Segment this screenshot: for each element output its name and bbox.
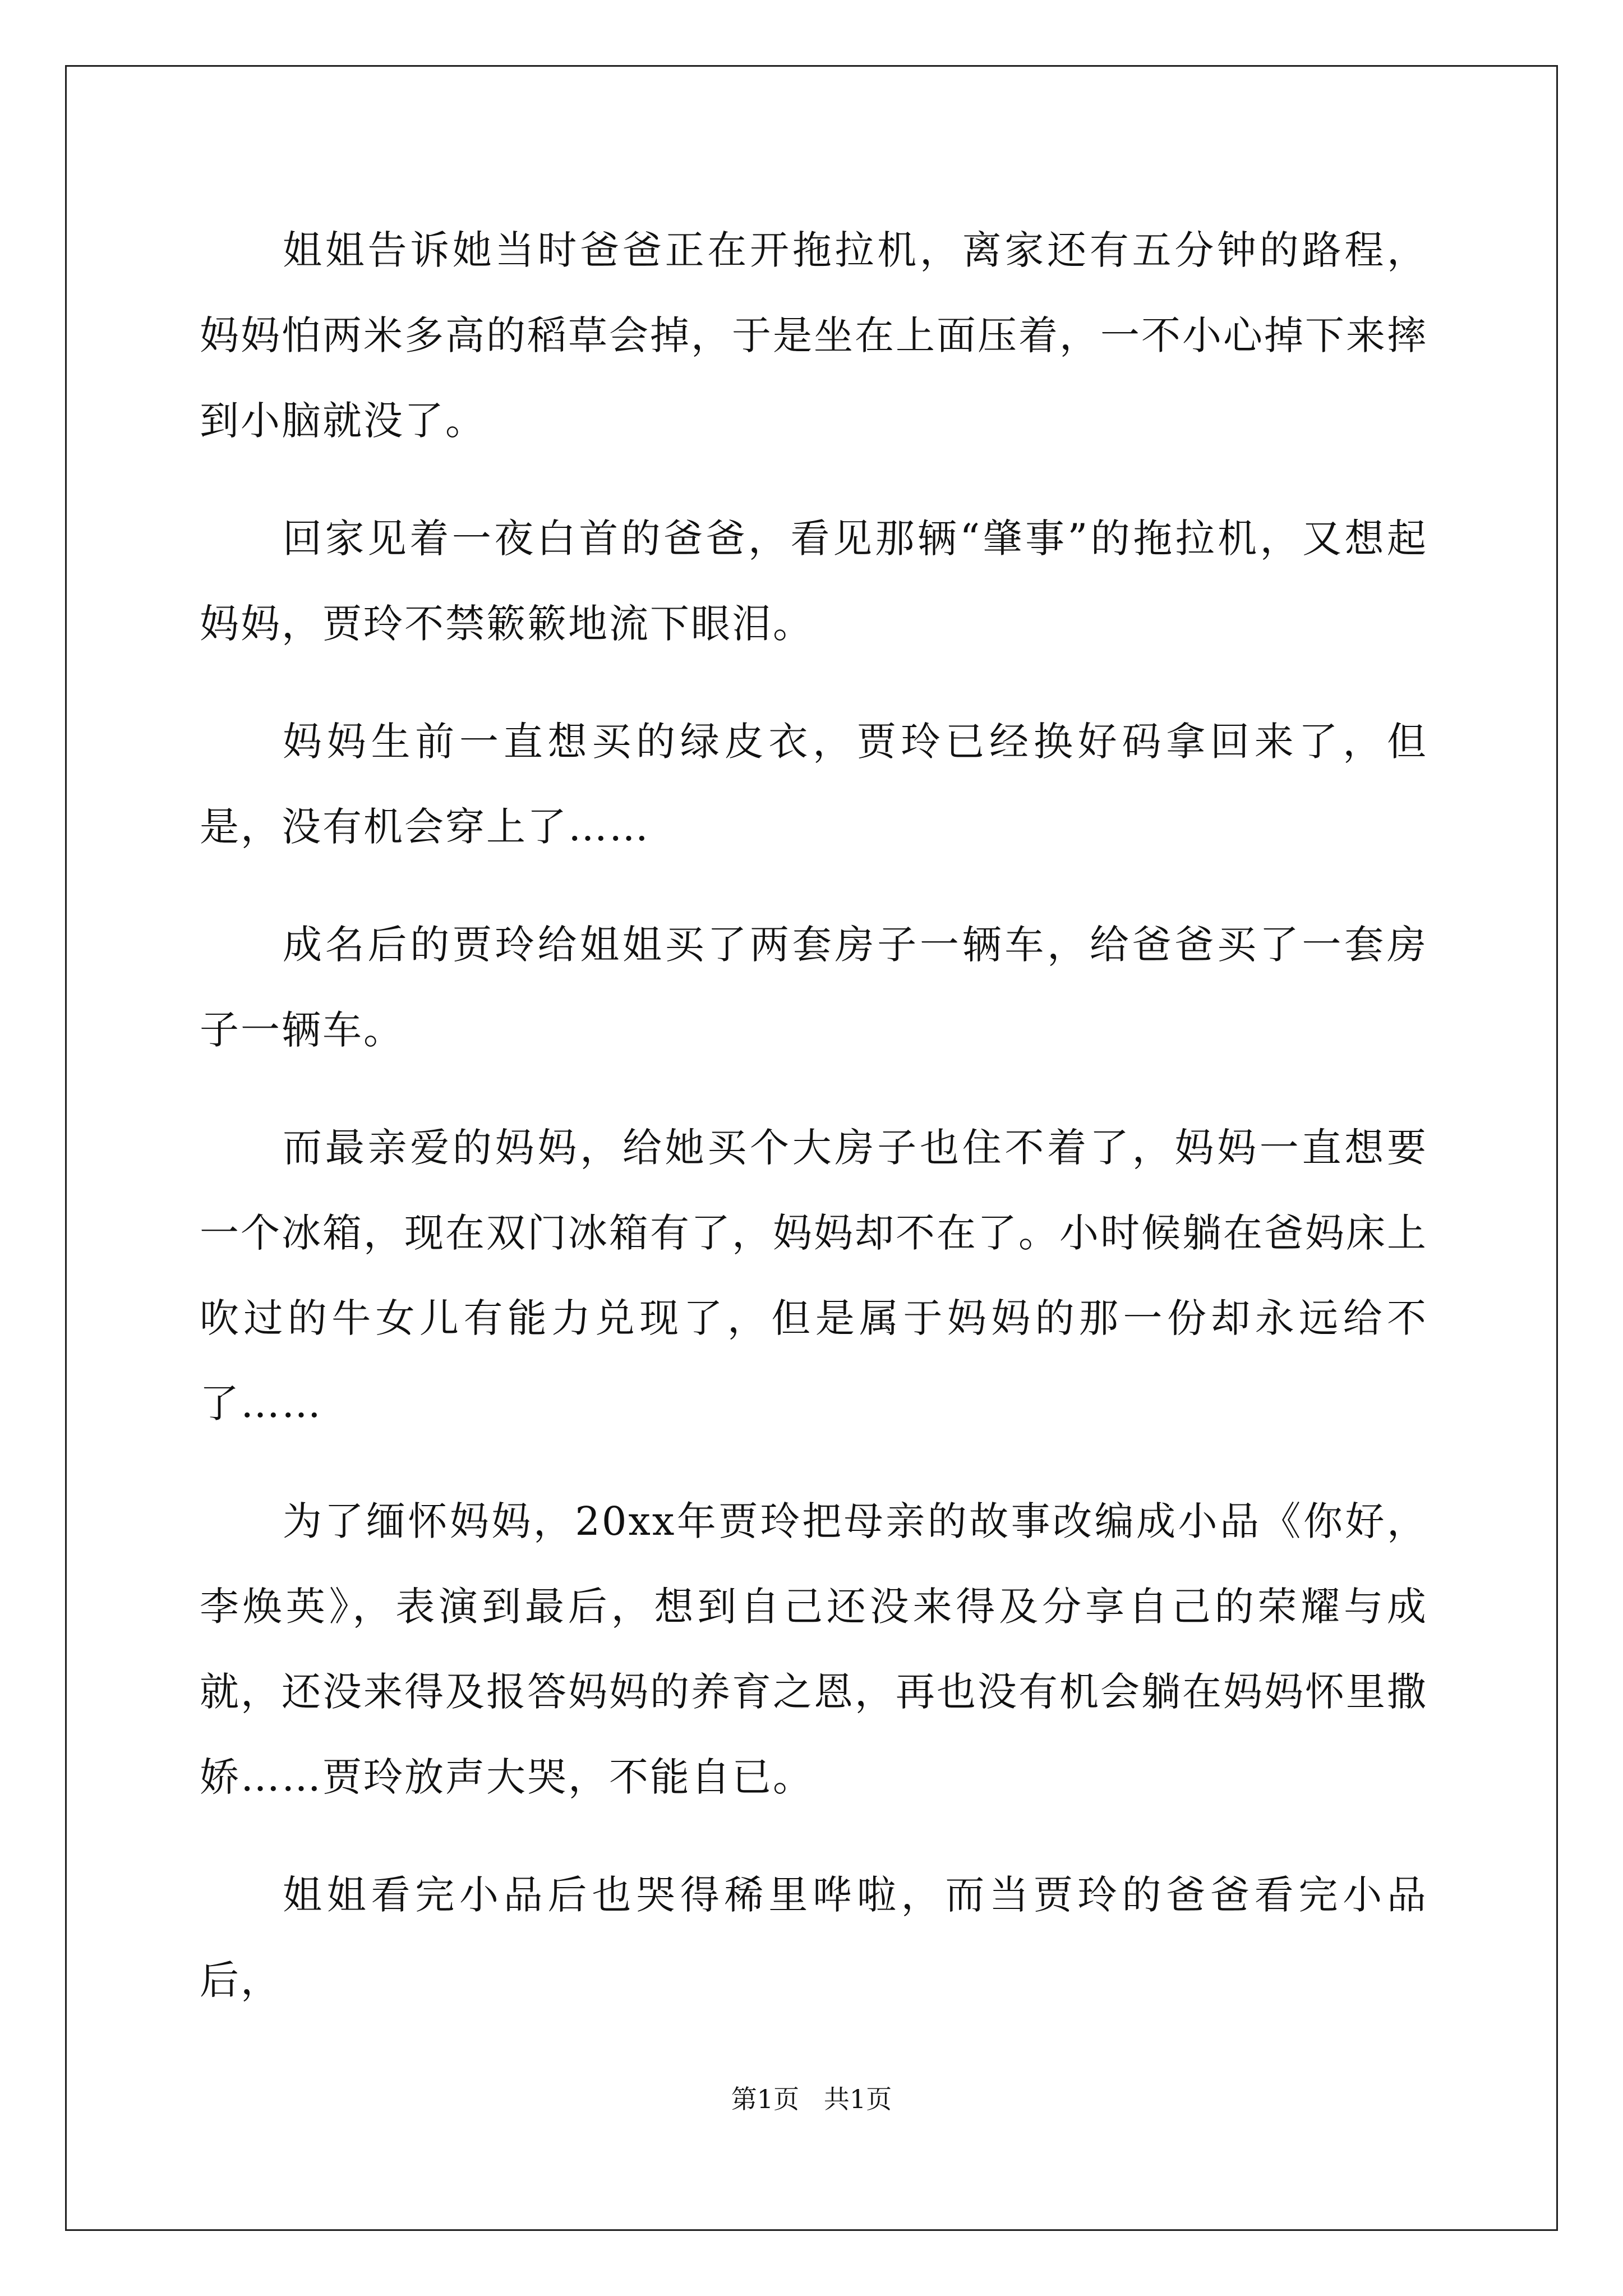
paragraph: 回家见着一夜白首的爸爸，看见那辆“肇事”的拖拉机，又想起妈妈，贾玲不禁簌簌地流下眼泪。 bbox=[200, 516, 1428, 647]
paragraph: 为了缅怀妈妈，20xx年贾玲把母亲的故事改编成小品《你好，李焕英》，表演到最后，想到自己还没来得及分享自己的荣耀与成就，还没来得及报答妈妈的养育之恩，再也没有机会躺在妈妈怀里撒娇……贾玲放声大哭，不能自已。 bbox=[200, 1498, 1428, 1800]
paragraph: 妈妈生前一直想买的绿皮衣，贾玲已经换好码拿回来了，但是，没有机会穿上了…… bbox=[200, 719, 1428, 850]
paragraph: 姐姐看完小品后也哭得稀里哗啦，而当贾玲的爸爸看完小品后， bbox=[200, 1872, 1428, 2003]
paragraph: 而最亲爱的妈妈，给她买个大房子也住不着了，妈妈一直想要一个冰箱，现在双门冰箱有了，妈妈却不在了。小时候躺在爸妈床上吹过的牛女儿有能力兑现了，但是属于妈妈的那一份却永远给不了…… bbox=[200, 1125, 1428, 1427]
page-footer: 第1页 共1页 bbox=[731, 2084, 892, 2114]
paragraph: 成名后的贾玲给姐姐买了两套房子一辆车，给爸爸买了一套房子一辆车。 bbox=[200, 922, 1428, 1053]
paragraph: 姐姐告诉她当时爸爸正在开拖拉机，离家还有五分钟的路程，妈妈怕两米多高的稻草会掉，于是坐在上面压着，一不小心掉下来摔到小脑就没了。 bbox=[200, 227, 1428, 444]
document-body bbox=[200, 208, 1428, 2055]
